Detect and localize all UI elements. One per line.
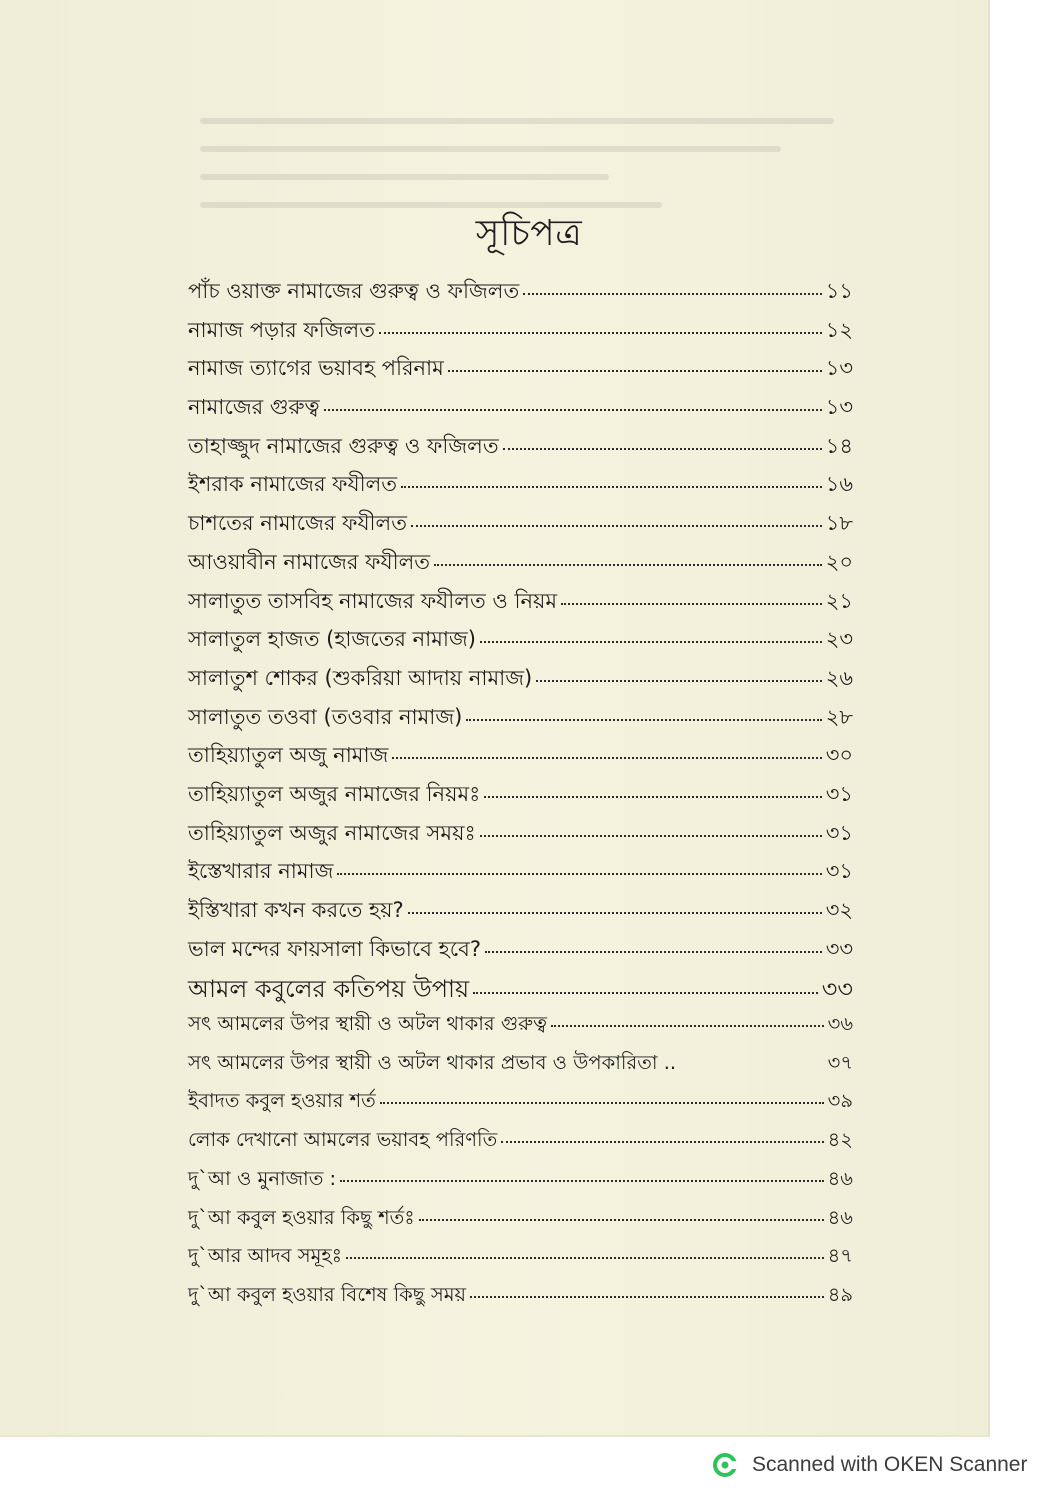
toc-page-number: ৩৩ (825, 936, 853, 961)
toc-page-number: ২৩ (825, 627, 853, 652)
toc-entry (188, 1087, 853, 1126)
toc-entry-title: আমল কবুলের কতিপয় উপায় (188, 975, 470, 1004)
table-of-contents (188, 275, 853, 1320)
dot-leader (485, 950, 822, 953)
toc-entry (188, 1049, 853, 1088)
dot-leader (501, 1140, 823, 1143)
toc-entry (188, 933, 853, 972)
toc-entry (188, 1010, 853, 1049)
toc-entry-title: চাশতের নামাজের ফযীলত (188, 511, 407, 536)
toc-entry-title: তাহিয়্যাতুল অজু নামাজ (188, 743, 389, 768)
toc-page-number: ৩২ (825, 898, 853, 922)
dot-leader (480, 640, 822, 643)
toc-page-number: ৩৩ (821, 975, 853, 1004)
toc-page-number: ৩৭ (827, 1050, 853, 1074)
toc-entry (188, 817, 853, 856)
toc-entry (188, 894, 853, 933)
toc-entry (188, 1165, 853, 1204)
toc-page-number: ১৪ (825, 433, 853, 458)
toc-page-number: ৩০ (825, 743, 853, 768)
toc-entry-title: দু`আ কবুল হওয়ার বিশেষ কিছু সময় (188, 1282, 467, 1306)
dot-leader (340, 1179, 824, 1182)
toc-page-number: ১৩ (825, 395, 853, 420)
toc-page-number: ১৩ (825, 356, 853, 381)
toc-entry-title: দু`আর আদব সমূহঃ (188, 1244, 343, 1268)
dot-leader (434, 563, 822, 566)
toc-page-number: ২০ (825, 549, 853, 574)
toc-page-number: ৩১ (825, 820, 853, 845)
toc-page-number: ১৮ (825, 511, 853, 536)
page-title: সূচিপত্র (475, 213, 583, 254)
toc-page-number: ১৬ (825, 472, 853, 497)
toc-page-number: ৪৯ (827, 1282, 853, 1306)
toc-page-number: ২৬ (825, 665, 853, 690)
toc-entry (188, 623, 853, 662)
toc-entry-title: নামাজ পড়ার ফজিলত (188, 317, 375, 342)
toc-page-number: ৩৯ (827, 1089, 853, 1113)
dot-leader (473, 991, 818, 994)
dot-leader (551, 1024, 824, 1027)
toc-page-number: ৪২ (827, 1128, 853, 1152)
toc-page-number: ৩৬ (827, 1012, 853, 1036)
oken-scanner-logo-icon (712, 1452, 738, 1478)
toc-entry-title: ভাল মন্দের ফায়সালা কিভাবে হবে? (188, 936, 481, 961)
toc-entry (188, 314, 853, 353)
toc-entry (188, 468, 853, 507)
dot-leader (536, 679, 822, 682)
toc-entry (188, 585, 853, 624)
toc-entry-title: তাহিয়্যাতুল অজুর নামাজের নিয়মঃ (188, 781, 481, 806)
toc-entry-title: নামাজের গুরুত্ব (188, 395, 320, 420)
toc-entry (188, 352, 853, 391)
toc-entry-title: সালাতুশ শোকর (শুকরিয়া আদায় নামাজ) (188, 665, 533, 690)
toc-page-number: ৪৬ (827, 1166, 853, 1190)
toc-entry (188, 275, 853, 314)
toc-entry (188, 430, 853, 469)
toc-entry (188, 391, 853, 430)
toc-page-number: ২৮ (825, 704, 853, 729)
toc-entry-title: তাহাজ্জুদ নামাজের গুরুত্ব ও ফজিলত (188, 433, 499, 458)
toc-entry-title: আওয়াবীন নামাজের ফযীলত (188, 549, 431, 574)
toc-entry (188, 701, 853, 740)
dot-leader (470, 1295, 824, 1298)
toc-page-number: ৪৭ (827, 1244, 853, 1268)
dot-leader (480, 834, 822, 837)
dot-leader (448, 369, 822, 372)
toc-page-number: ৪৬ (827, 1205, 853, 1229)
dot-leader (466, 718, 821, 721)
dot-leader (680, 1065, 824, 1066)
toc-entry (188, 778, 853, 817)
toc-entry-title: ইশরাক নামাজের ফযীলত (188, 472, 398, 497)
dot-leader (379, 331, 822, 334)
toc-entry-title: সৎ আমলের উপর স্থায়ী ও অটল থাকার প্রভাব ও উপকারিতা .. (188, 1050, 677, 1074)
toc-page-number: ৩১ (825, 781, 853, 806)
dot-leader (380, 1101, 824, 1104)
dot-leader (401, 485, 822, 488)
toc-entry-title: সালাতুত তাসবিহ নামাজের ফযীলত ও নিয়ম (188, 588, 558, 613)
toc-entry-title: ইবাদত কবুল হওয়ার শর্ত (188, 1089, 376, 1113)
toc-entry-heading (188, 971, 853, 1010)
dot-leader (324, 408, 822, 411)
toc-entry (188, 855, 853, 894)
toc-entry-title: সৎ আমলের উপর স্থায়ী ও অটল থাকার গুরুত্ব (188, 1012, 547, 1036)
toc-entry (188, 1204, 853, 1243)
toc-page-number: ২১ (825, 588, 853, 613)
toc-entry (188, 507, 853, 546)
dot-leader (561, 602, 822, 605)
toc-entry-title: পাঁচ ওয়াক্ত নামাজের গুরুত্ব ও ফজিলত (188, 279, 520, 303)
dot-leader (411, 524, 822, 527)
dot-leader (523, 292, 822, 295)
dot-leader (503, 447, 822, 450)
scanner-label: Scanned with OKEN Scanner (752, 1453, 1028, 1476)
toc-entry (188, 739, 853, 778)
toc-entry-title: ইস্তেখারার নামাজ (188, 859, 334, 884)
dot-leader (346, 1256, 824, 1259)
toc-entry-title: সালাতুল হাজত (হাজতের নামাজ) (188, 627, 477, 652)
toc-entry-title: নামাজ ত্যাগের ভয়াবহ পরিনাম (188, 356, 444, 381)
toc-page-number: ৩১ (825, 859, 853, 884)
toc-entry-title: দু`আ কবুল হওয়ার কিছু শর্তঃ (188, 1205, 415, 1229)
dot-leader (392, 756, 821, 759)
dot-leader (484, 795, 821, 798)
toc-entry (188, 1126, 853, 1165)
scanner-watermark (712, 1450, 1027, 1480)
toc-entry (188, 546, 853, 585)
dot-leader (337, 872, 821, 875)
toc-entry (188, 662, 853, 701)
dot-leader (408, 911, 822, 914)
toc-entry-title: সালাতুত তওবা (তওবার নামাজ) (188, 704, 463, 729)
toc-entry-title: তাহিয়্যাতুল অজুর নামাজের সময়ঃ (188, 820, 476, 845)
dot-leader (419, 1218, 824, 1221)
toc-entry-title: ইস্তিখারা কখন করতে হয়? (188, 898, 404, 922)
toc-page-number: ১২ (825, 317, 853, 342)
toc-entry (188, 1242, 853, 1281)
toc-entry-title: দু`আ ও মুনাজাত : (188, 1166, 337, 1190)
toc-entry (188, 1281, 853, 1320)
toc-page-number: ১১ (825, 279, 853, 303)
toc-entry-title: লোক দেখানো আমলের ভয়াবহ পরিণতি (188, 1128, 498, 1152)
